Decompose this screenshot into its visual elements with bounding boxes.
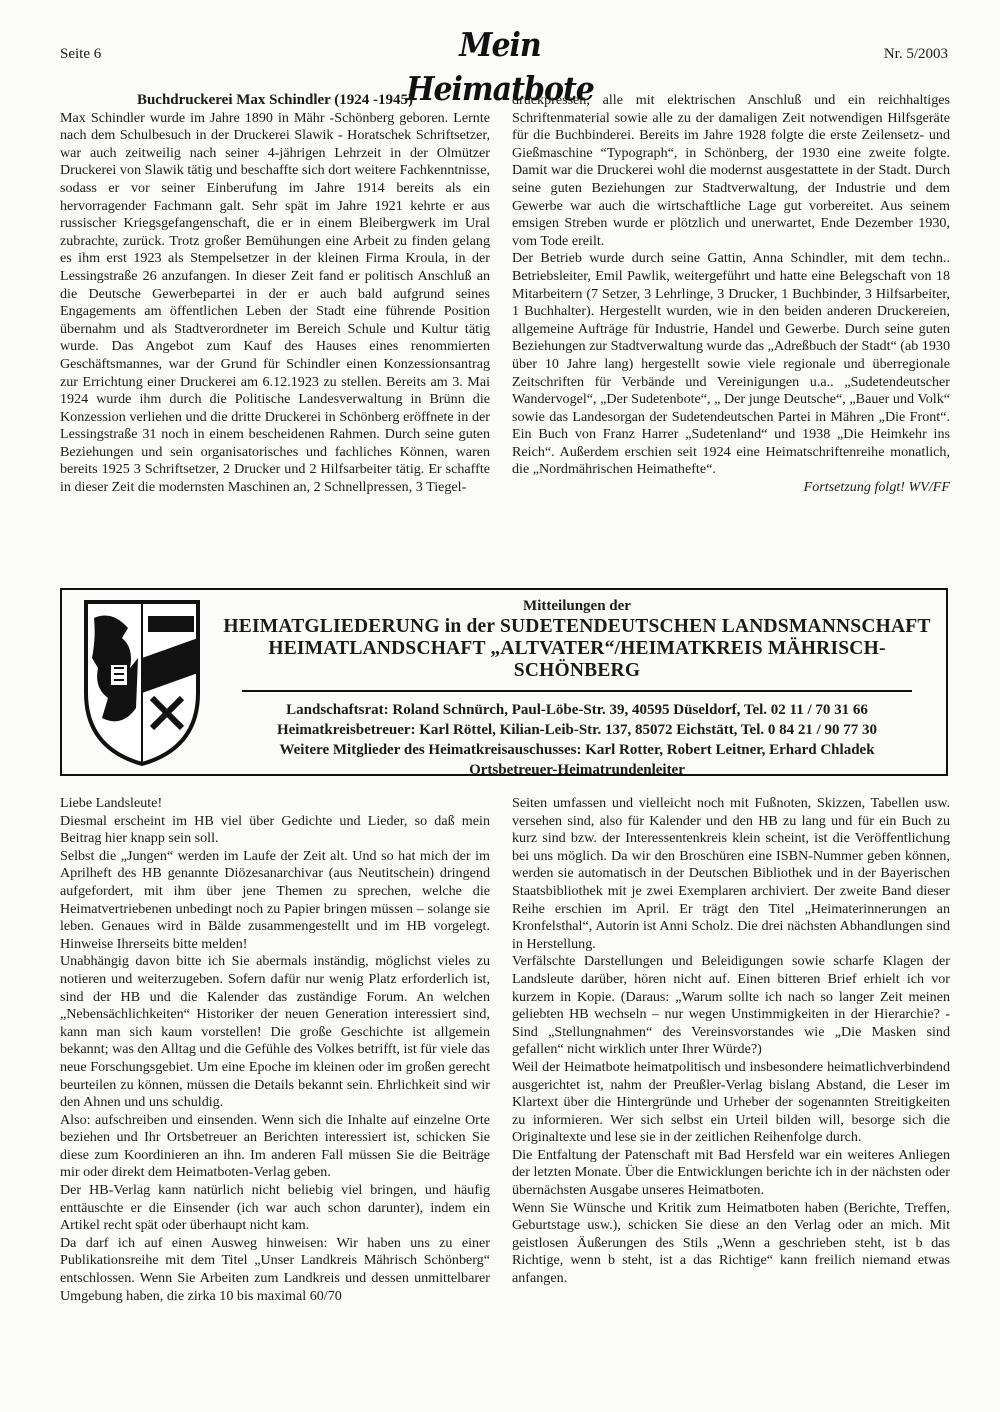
letter-column-1 — [60, 795, 490, 1305]
letter-paragraph: Liebe Landsleute! — [60, 795, 163, 811]
letter-paragraph: Also: aufschreiben und einsenden. Wenn sich die Inhalte auf einzelne Orte beziehen und Ihr Ortsbetreuer an Berichten interessiert ist, schicken Sie diese zum Koordinieren an ihn. Im anderen Fall müssen Sie die Beiträge mir oder direkt dem Heimatboten-Verlag geben. — [60, 1111, 490, 1181]
announcement-intro: Mitteilungen der — [523, 598, 631, 614]
letter-paragraph: Weil der Heimatbote heimatpolitisch und insbesondere heimatlichverbindend ausgerichtet ist, nahm der Preußler-Verlag bislang Abstand, die Leser im Klartext über die Hintergründe und Urheber der sogenannten Streitigkeiten zu informieren. Wer sich selbst ein Urteil bilden will, besorge sich die Originaltexte und lese sie in der zeitlichen Reihenfolge durch. — [512, 1058, 950, 1146]
letter-paragraph: Da darf ich auf einen Ausweg hinweisen: Wir haben uns zu einer Publikationsreihe mit dem Titel „Unser Landkreis Mährisch Schönberg“ entschlossen. Wenn Sie Arbeiten zum Landkreis und dessen unmittelbarer Umgebung haben, die zirka 10 bis maximal 60/70 — [60, 1234, 490, 1304]
article-paragraph: Der Betrieb wurde durch seine Gattin, Anna Schindler, mit dem techn.. Betriebsleiter, Emil Pawlik, weitergeführt und hatte eine Belegschaft von 18 Mitarbeitern (7 Setzer, 3 Lehrlinge, 3 Drucker, 1 Buchbinder, 3 Hilfsarbeiter, 1 Buchhalter). Hergestellt wurden, wie in den beiden anderen Druckereien, allgemeine Aufträge für Industrie, Handel und Gewerbe. Durch seine guten Beziehungen zur Stadtverwaltung wurde das „Adreßbuch der Stadt“ (ab 1930 über 10 Jahre lang) hergestellt sowie viele regionale und überregionale Zeitschriften für Verbände und Vereinigungen u.a.. „Sudetendeutscher Wandervogel“, „Der Sudetenbote“, „ Der junge Deutsche“, „Bauer und Volk“ sowie das Landesorgan der Sudetendeutschen Partei in Mähren „Die Front“. Ein Buch von Franz Harrer „Sudetenland“ und 1938 „Die Heimkehr ins Reich“. Außerdem erschien seit 1924 eine Heimatschriftenreihe monatlich, die „Nordmährischen Heimathefte“. — [512, 250, 950, 478]
masthead-logo: Mein Heimatbote — [406, 26, 594, 109]
article-title: Buchdruckerei Max Schindler (1924 -1945) — [136, 92, 414, 108]
announcement-heading-2: HEIMATLANDSCHAFT „ALTVATER“/HEIMATKREIS MÄHRISCH-SCHÖNBERG — [268, 638, 886, 681]
contact-line-4: Ortsbetreuer-Heimatrundenleiter — [469, 762, 685, 778]
article-column-1 — [60, 92, 490, 497]
letter-paragraph: Seiten umfassen und vielleicht noch mit Fußnoten, Skizzen, Tabellen usw. versehen sind, also für Kalender und den HB zu lang und für ein Buch zu kurz sind bzw. der Interessentenkreis klein scheint, ist die Veröffentlichung bei uns möglich. Da wir den Broschüren eine ISBN-Nummer geben können, werden sie automatisch in der Deutschen Bibliothek und in der Bayerischen Staatsbibliothek mit je zwei Exemplaren archiviert. Der zweite Band dieser Reihe erschien im April. Er trägt den Titel „Heimaterinnerungen an Kronfelsthal“, Autorin ist Anni Scholz. Die drei nächsten Abhandlungen sind in Herstellung. — [512, 795, 950, 952]
announcement-text — [212, 596, 942, 780]
article-paragraph: Max Schindler wurde im Jahre 1890 in Mähr -Schönberg geboren. Lernte nach dem Schulbesuch in der Druckerei Slawik - Horatschek Schriftsetzer, war auch zeitweilig nach seiner 4-jährigen Lehrzeit in der Olmützer Druckerei von Slawik tätig und beschaffte sich dort weitere Fachkenntnisse, sodass er vor seiner Einberufung im Jahre 1914 bereits als ein hervorragender Fachmann galt. Sehr spät im Jahre 1921 kehrte er aus russischer Kriegsgefangenschaft, die er in einem Bleibergwerk im Ural zubrachte, zurück. Trotz großer Bemühungen eine Arbeit zu finden gelang es ihm erst 1923 als Stempelsetzer in der kleinen Firma Kroula, in der Lessingstraße 26 anzufangen. In dieser Zeit fand er politisch Anschluß an die Deutsche Gewerbepartei in der er auch bald aufgrund seines Engagements am öffentlichen Leben der Stadt eine führende Position übernahm und als Stadtverordneter im Bereich Schule und Kultur tätig wurde. Das Angebot zum Kauf des Hauses eines renommierten Geschäftsmannes, war der Grund für Schindler einen Konzessionsantrag zur Errichtung einer Druckerei am 6.12.1923 zu stellen. Bereits am 3. Mai 1924 wurde ihm durch die Politische Landesverwaltung in Brünn die Konzession verliehen und die dritte Druckerei in Schönberg eröffnete in der Lessingstraße 31 noch in einem bescheidenen Rahmen. Durch seine guten Beziehungen und sein organisatorisches und fachliches Können, waren bereits 1925 3 Schriftsetzer, 2 Drucker und 2 Hilfsarbeiter tätig. Er schaffte in dieser Zeit die modernsten Maschinen an, 2 Schnellpressen, 3 Tiegel- — [60, 109, 490, 496]
issue-number: Nr. 5/2003 — [883, 46, 948, 62]
contact-line-2: Heimatkreisbetreuer: Karl Röttel, Kilian-Leib-Str. 137, 85072 Eichstätt, Tel. 0 84 21 / 90 77 30 — [276, 722, 878, 738]
article-column-2 — [512, 92, 950, 497]
letter-paragraph: Unabhängig davon bitte ich Sie abermals inständig, möglichst vieles zu notieren und weiterzugeben. Sofern dafür nur wenig Platz erforderlich ist, sind der HB und die Kalender das zuständige Forum. An welchen „Nebensächlichkeiten“ Historiker der neuen Generation interessiert sind, kann man sich kaum vorstellen! Die große Geschichte ist allgemein bekannt; was den Alltag und die Gefühle des Volkes betrifft, ist für viele das neue Forschungsgebiet. Um eine Epoche im kleinen oder im großen gerecht beurteilen zu können, müssen die Details bekannt sein. Ehrlichkeit sind wir den Ahnen und uns schuldig. — [60, 953, 490, 1111]
announcement-heading-1: HEIMATGLIEDERUNG in der SUDETENDEUTSCHEN LANDSMANNSCHAFT — [223, 616, 931, 637]
letter-paragraph: Verfälschte Darstellungen und Beleidigungen sowie scharfe Klagen der Landsleute darüber, hören nicht auf. Einen bitteren Brief erhielt ich vor kurzem in Kopie. (Daraus: „Warum sollte ich nach so langer Zeit meinen geliebten HB wechseln – nur wegen Unstimmigkeiten in der Hierarchie? - Sind „Stellungnahmen“ des Vereinsvorstandes wie „Die Masken sind gefallen“ nicht wirklich unter Ihrer Würde?) — [512, 953, 950, 1058]
letter-paragraph: Wenn Sie Wünsche und Kritik zum Heimatboten haben (Berichte, Treffen, Geburtstage usw.), schicken Sie diese an den Verlag oder an mich. Mit geistlosen Äußerungen des Stils „Wenn a geschrieben steht, ist b das Richtige, wenn b steht, ist a das Richtige“ kann freilich niemand etwas anfangen. — [512, 1199, 950, 1287]
page-number: Seite 6 — [60, 46, 102, 62]
divider — [242, 690, 912, 692]
letter-paragraph: Selbst die „Jungen“ werden im Laufe der Zeit alt. Und so hat mich der im Aprilheft des HB genannte Diözesanarchivar (aus Neutitschein) dringend aufgefordert, mit ihm über jene Themen zu sprechen, welche die Heimatvertriebenen unbedingt noch zu Papier bringen müssen – solange sie leben. Genaues wird in Bälde zusammengestellt und im HB vorgelegt. Hinweise Ihrerseits bitte melden! — [60, 847, 490, 952]
crest-icon — [82, 598, 202, 768]
letter-paragraph: Die Entfaltung der Patenschaft mit Bad Hersfeld war ein weiteres Anliegen der letzten Monate. Über die Entwicklungen berichte ich in der nächsten oder übernächsten Ausgabe unseres Heimatboten. — [512, 1146, 950, 1199]
contact-line-3: Weitere Mitglieder des Heimatkreisauschusses: Karl Rotter, Robert Leitner, Erhard Chladek — [279, 742, 875, 758]
letter-column-2 — [512, 795, 950, 1288]
letter-paragraph: Diesmal erscheint im HB viel über Gedichte und Lieder, so daß mein Beitrag hier knapp sein soll. — [60, 812, 490, 847]
announcement-box — [60, 588, 948, 776]
article-signoff: Fortsetzung folgt! WV/FF — [803, 479, 950, 496]
contact-line-1: Landschaftsrat: Roland Schnürch, Paul-Löbe-Str. 39, 40595 Düseldorf, Tel. 02 11 / 70 31 66 — [286, 702, 868, 718]
letter-paragraph: Der HB-Verlag kann natürlich nicht beliebig viel bringen, und häufig enttäuschte er die Einsender (ich war auch schon darunter), indem ein Artikel recht spät oder überhaupt nicht kam. — [60, 1182, 490, 1234]
article-paragraph: druckpressen, alle mit elektrischen Anschluß und ein reichhaltiges Schriftenmaterial sowie alle zu der damaligen Zeit notwendigen Hilfsgeräte für die Buchbinderei. Bereits im Jahre 1928 folgte die erste Zeilensetz- und Gießmaschine “Typograph“, in Schönberg, der 1930 eine zweite folgte. Damit war die Druckerei wohl die modernst ausgestattete in der Stadt. Durch seine guten Beziehungen zur Stadtverwaltung, der Industrie und dem Gewerbe war auch die wirtschaftliche Lage gut vorbereitet. Aus seinem emsigen Streben wurde er plötzlich und unerwartet, Ende Dezember 1930, vom Tode ereilt. — [512, 92, 950, 249]
